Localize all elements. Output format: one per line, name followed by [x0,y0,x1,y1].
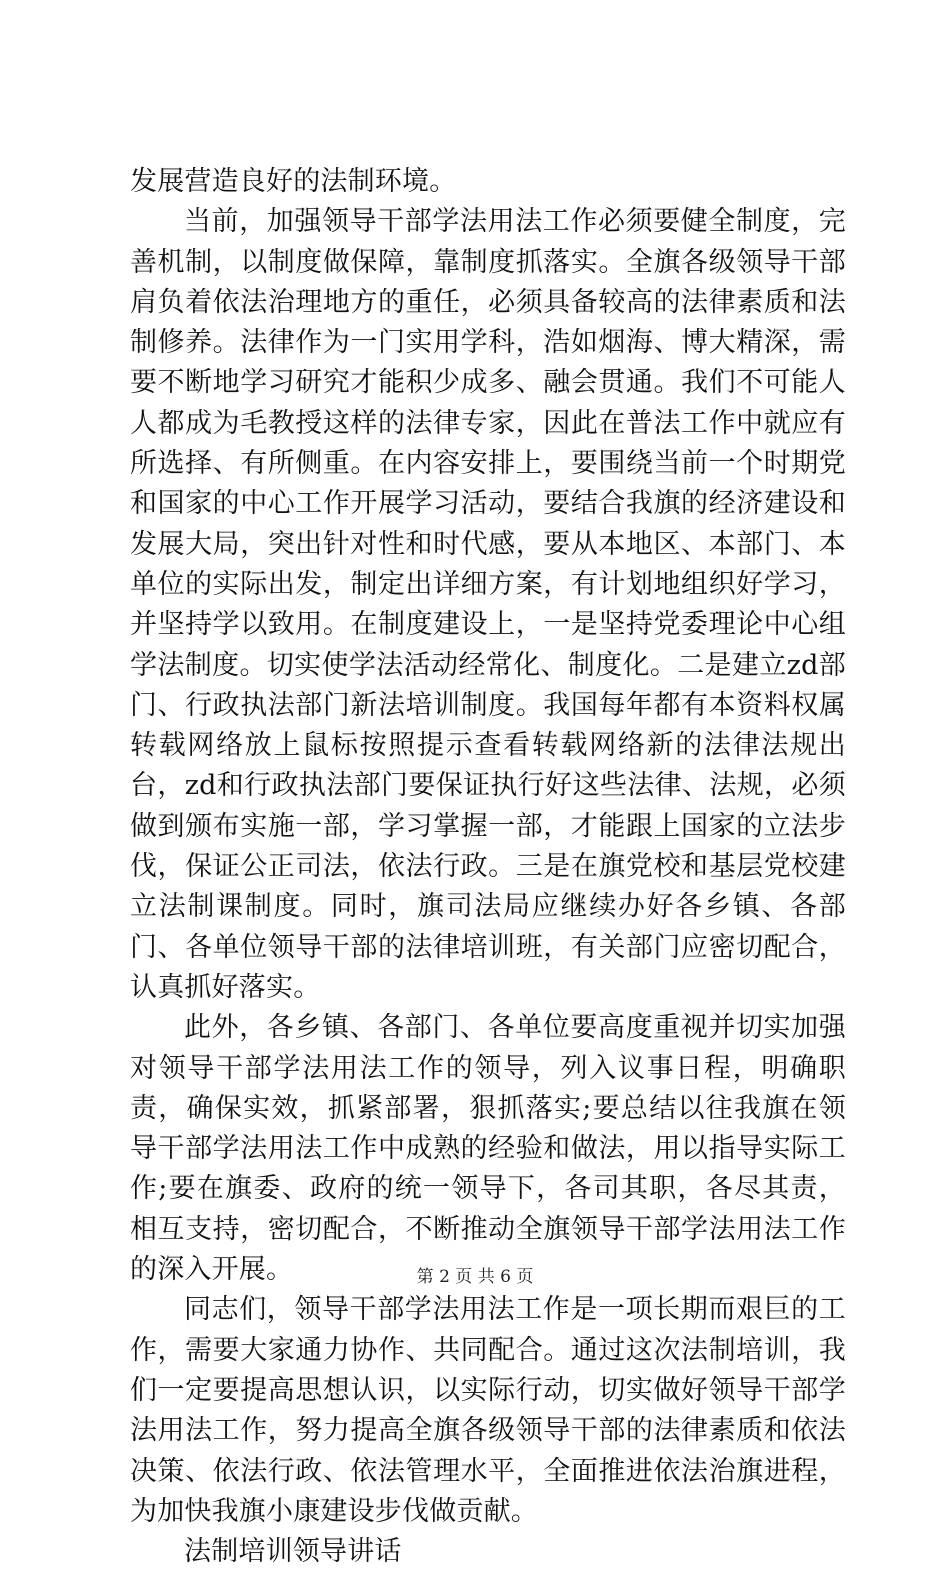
paragraph-continuation: 发展营造良好的法制环境。 [130,166,457,197]
page-number-footer: 第 2 页 共 6 页 [416,1267,534,1287]
document-signoff: 法制培训领导讲话 [184,1536,402,1568]
paragraph-leadership: 此外，各乡镇、各部门、各单位要高度重视并切实加强对领导干部学法用法工作的领导，列入议事日程，明确职责，确保实效，抓紧部署，狠抓落实;要总结以往我旗在领导干部学法用法工作中成熟的经验和做法，用以指导实际工作;要在旗委、政府的统一领导下，各司其职，各尽其责，相互支持，密切配合，不断推动全旗领导干部学法用法工作的深入开展。 [130,1012,846,1286]
paragraph-closing: 同志们，领导干部学法用法工作是一项长期而艰巨的工作，需要大家通力协作、共同配合。通过这次法制培训，我们一定要提高思想认识，以实际行动，切实做好领导干部学法用法工作，努力提高全旗各级领导干部的法律素质和依法决策、依法行政、依法管理水平，全面推进依法治旗进程，为加快我旗小康建设步伐做贡献。 [130,1294,846,1527]
paragraph-system-building: 当前，加强领导干部学法用法工作必须要健全制度，完善机制，以制度做保障，靠制度抓落实。全旗各级领导干部肩负着依法治理地方的重任，必须具备较高的法律素质和法制修养。法律作为一门实用学科，浩如烟海、博大精深，需要不断地学习研究才能积少成多、融会贯通。我们不可能人人都成为毛教授这样的法律专家，因此在普法工作中就应有所选择、有所侧重。在内容安排上，要围绕当前一个时期党和国家的中心工作开展学习活动，要结合我旗的经济建设和发展大局，突出针对性和时代感，要从本地区、本部门、本单位的实际出发，制定出详细方案，有计划地组织好学习，并坚持学以致用。在制度建设上，一是坚持党委理论中心组学法制度。切实使学法活动经常化、制度化。二是建立zd部门、行政执法部门新法培训制度。我国每年都有本资料权属转载网络放上鼠标按照提示查看转载网络新的法律法规出台，zd和行政执法部门要保证执行好这些法律、法规，必须做到颁布实施一部，学习掌握一部，才能跟上国家的立法步伐，保证公正司法，依法行政。三是在旗党校和基层党校建立法制课制度。同时，旗司法局应继续办好各乡镇、各部门、各单位领导干部的法律培训班，有关部门应密切配合，认真抓好落实。 [130,206,846,1003]
document-body [130,162,846,1572]
